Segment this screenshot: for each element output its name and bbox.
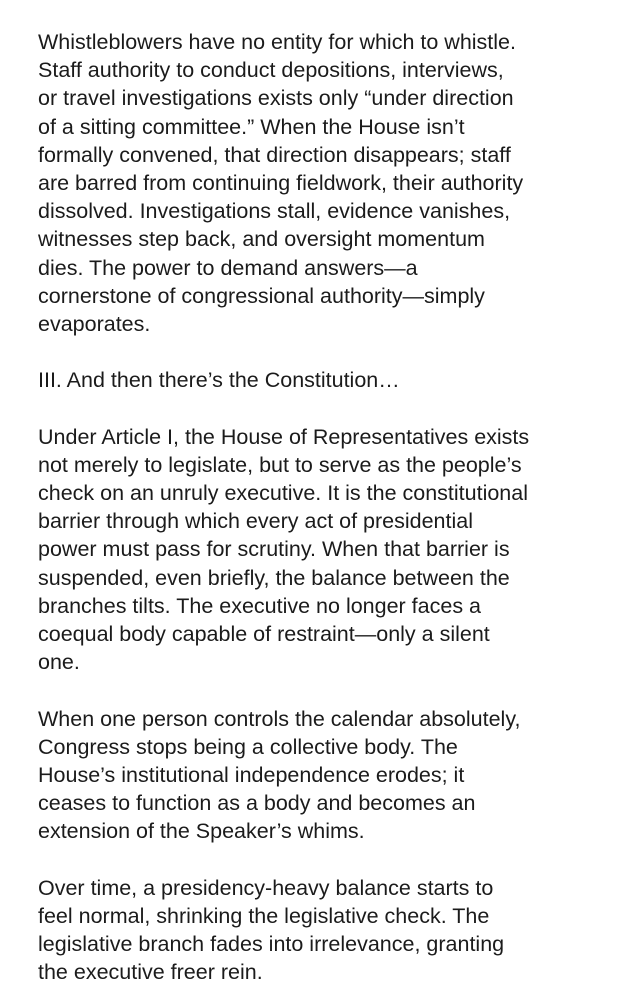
paragraph-calendar-control xyxy=(38,705,598,846)
text-line: Whistleblowers have no entity for which to whistle. xyxy=(38,30,516,54)
text-line: dies. The power to demand answers—a xyxy=(38,255,418,280)
text-line: evaporates. xyxy=(38,311,151,336)
text-line: or travel investigations exists only “under direction xyxy=(38,86,514,111)
paragraph-article-one xyxy=(38,423,598,677)
text-line: Under Article I, the House of Representatives exists xyxy=(38,424,530,449)
text-line: witnesses step back, and oversight momentum xyxy=(38,227,485,252)
text-line: House’s institutional independence erodes; it xyxy=(38,762,465,787)
section-heading-constitution xyxy=(38,366,598,394)
text-line: III. And then there’s the Constitution… xyxy=(38,368,400,393)
text-line: suspended, even briefly, the balance between the xyxy=(38,565,510,590)
text-line: branches tilts. The executive no longer faces a xyxy=(38,593,481,618)
text-line: formally convened, that direction disappears; staff xyxy=(38,142,511,167)
text-line: are barred from continuing fieldwork, their authority xyxy=(38,170,524,195)
text-line: power must pass for scrutiny. When that barrier is xyxy=(38,537,510,562)
text-line: Congress stops being a collective body. The xyxy=(38,734,458,759)
text-line: extension of the Speaker’s whims. xyxy=(38,819,365,844)
text-line: of a sitting committee.” When the House isn’t xyxy=(38,114,465,139)
text-line: dissolved. Investigations stall, evidence vanishes, xyxy=(38,199,511,224)
text-line: the executive freer rein. xyxy=(38,960,263,985)
text-line: check on an unruly executive. It is the constitutional xyxy=(38,481,528,505)
text-line: When one person controls the calendar absolutely, xyxy=(38,706,521,731)
text-line: legislative branch fades into irrelevance, granting xyxy=(38,932,505,956)
paragraph-whistleblowers xyxy=(38,28,598,338)
paragraph-presidency-balance xyxy=(38,874,598,987)
text-line: Over time, a presidency-heavy balance starts to xyxy=(38,875,494,900)
text-line: Staff authority to conduct depositions, interviews, xyxy=(38,58,504,83)
text-line: one. xyxy=(38,650,80,675)
text-line: feel normal, shrinking the legislative check. The xyxy=(38,903,490,928)
text-line: coequal body capable of restraint—only a silent xyxy=(38,621,490,646)
text-line: ceases to function as a body and becomes an xyxy=(38,791,476,816)
document-body xyxy=(38,28,598,986)
text-line: cornerstone of congressional authority—simply xyxy=(38,283,485,308)
text-line: barrier through which every act of presidential xyxy=(38,509,473,534)
text-line: not merely to legislate, but to serve as the people’s xyxy=(38,452,522,477)
